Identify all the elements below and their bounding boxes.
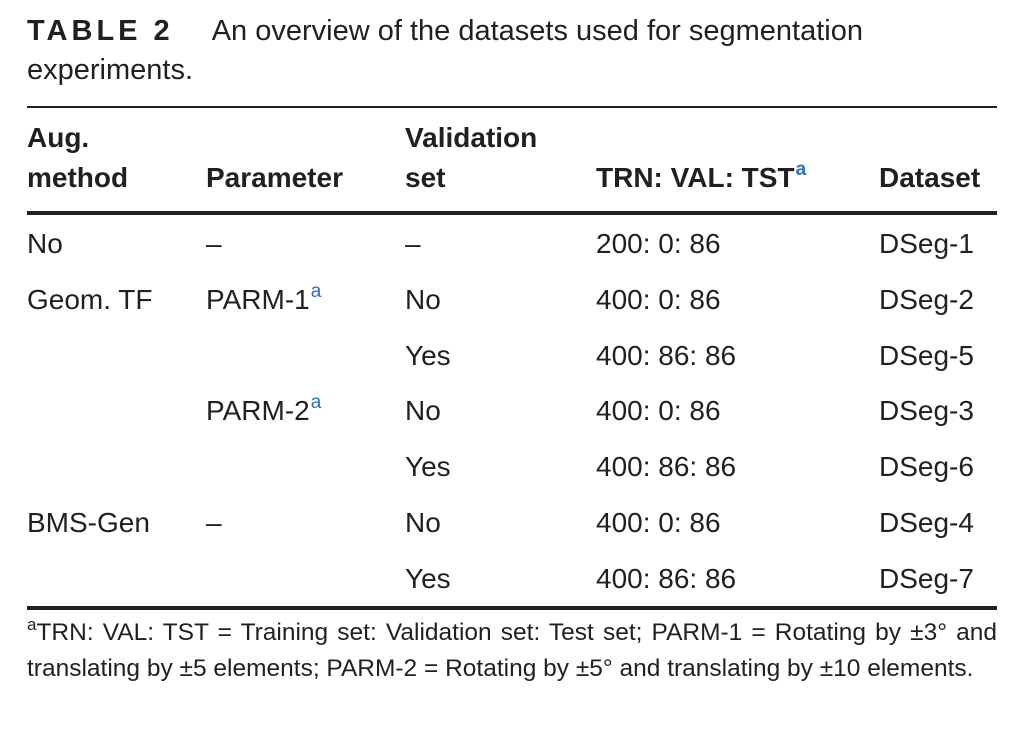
- cell-split-text: 400: 86: 86: [596, 563, 737, 594]
- header-validation-line1: Validation: [405, 122, 538, 153]
- cell-dataset: [879, 503, 974, 543]
- top-rule: [27, 106, 997, 108]
- footnote-text: TRN: VAL: TST = Training set: Validation set: Test set; PARM-1 = Rotating by ±3° and translating by ±5 elements; PARM-2 = Rotating by ±5° and translating by ±10 elements.: [27, 619, 997, 682]
- cell-aug-method: [27, 503, 150, 543]
- cell-parameter: [206, 559, 207, 599]
- cell-aug-method: [27, 280, 153, 320]
- table-label: TABLE 2: [27, 15, 174, 47]
- cell-validation-set: [405, 336, 451, 376]
- cell-dataset-text: DSeg-5: [879, 340, 974, 371]
- cell-split-text: 400: 0: 86: [596, 507, 721, 538]
- header-aug-line1: Aug.: [27, 122, 90, 153]
- cell-validation-set: [405, 280, 441, 320]
- cell-split-text: 400: 86: 86: [596, 340, 737, 371]
- cell-validation-set-text: No: [405, 284, 441, 315]
- cell-dataset: [879, 336, 974, 376]
- cell-validation-set: [405, 503, 441, 543]
- cell-parameter-text: –: [206, 228, 222, 259]
- bottom-rule: [27, 606, 997, 610]
- header-validation-set: [405, 118, 537, 198]
- header-validation-line2: set: [405, 162, 446, 193]
- cell-validation-set-text: Yes: [405, 451, 451, 482]
- cell-parameter: [206, 447, 207, 487]
- cell-aug-method-text: No: [27, 228, 63, 259]
- cell-validation-set-text: No: [405, 507, 441, 538]
- header-dataset: Dataset: [879, 162, 981, 193]
- cell-split: [596, 336, 736, 376]
- cell-dataset-text: DSeg-1: [879, 228, 974, 259]
- cell-split: [596, 447, 736, 487]
- cell-dataset: [879, 559, 974, 599]
- footnote-marker: a: [310, 391, 322, 413]
- cell-dataset-text: DSeg-3: [879, 395, 974, 426]
- cell-validation-set: [405, 447, 451, 487]
- cell-validation-set-text: Yes: [405, 340, 451, 371]
- header-rule: [27, 211, 997, 215]
- cell-validation-set: [405, 391, 441, 431]
- cell-aug-method-text: BMS-Gen: [27, 507, 150, 538]
- cell-parameter-text: PARM-1: [206, 284, 310, 315]
- cell-validation-set: [405, 559, 451, 599]
- cell-dataset-text: DSeg-2: [879, 284, 974, 315]
- cell-split: [596, 503, 721, 543]
- cell-parameter: [206, 503, 223, 543]
- cell-parameter-text: –: [206, 507, 222, 538]
- cell-split: [596, 224, 721, 264]
- cell-dataset: [879, 447, 974, 487]
- cell-split-text: 400: 86: 86: [596, 451, 737, 482]
- footnote-marker: a: [27, 614, 37, 634]
- cell-dataset-text: DSeg-6: [879, 451, 974, 482]
- cell-split: [596, 391, 721, 431]
- header-split-text: TRN: VAL: TST: [596, 162, 795, 193]
- cell-parameter: [206, 391, 321, 431]
- header-aug-line2: method: [27, 162, 129, 193]
- cell-parameter: [206, 224, 223, 264]
- caption-text: An overview of the datasets used for segmentation experiments.: [27, 15, 863, 86]
- cell-split-text: 200: 0: 86: [596, 228, 721, 259]
- cell-parameter: [206, 336, 207, 376]
- cell-dataset-text: DSeg-4: [879, 507, 974, 538]
- cell-aug-method-text: Geom. TF: [27, 284, 153, 315]
- cell-dataset: [879, 391, 974, 431]
- cell-parameter: [206, 280, 321, 320]
- cell-split-text: 400: 0: 86: [596, 284, 721, 315]
- cell-split: [596, 559, 736, 599]
- table-footnote: [27, 615, 997, 687]
- cell-validation-set-text: Yes: [405, 563, 451, 594]
- table-caption: [27, 12, 997, 90]
- footnote-marker: a: [310, 280, 322, 302]
- cell-split-text: 400: 0: 86: [596, 395, 721, 426]
- cell-validation-set-text: No: [405, 395, 441, 426]
- cell-dataset: [879, 224, 974, 264]
- header-parameter: Parameter: [206, 162, 343, 193]
- cell-split: [596, 280, 721, 320]
- header-aug-method: [27, 118, 128, 198]
- cell-dataset-text: DSeg-7: [879, 563, 974, 594]
- cell-parameter-text: PARM-2: [206, 395, 310, 426]
- cell-validation-set: [405, 224, 421, 264]
- cell-aug-method: [27, 224, 63, 264]
- cell-validation-set-text: –: [405, 228, 421, 259]
- cell-dataset: [879, 280, 974, 320]
- header-split-footnote-marker: a: [795, 158, 807, 180]
- header-split: [596, 158, 806, 198]
